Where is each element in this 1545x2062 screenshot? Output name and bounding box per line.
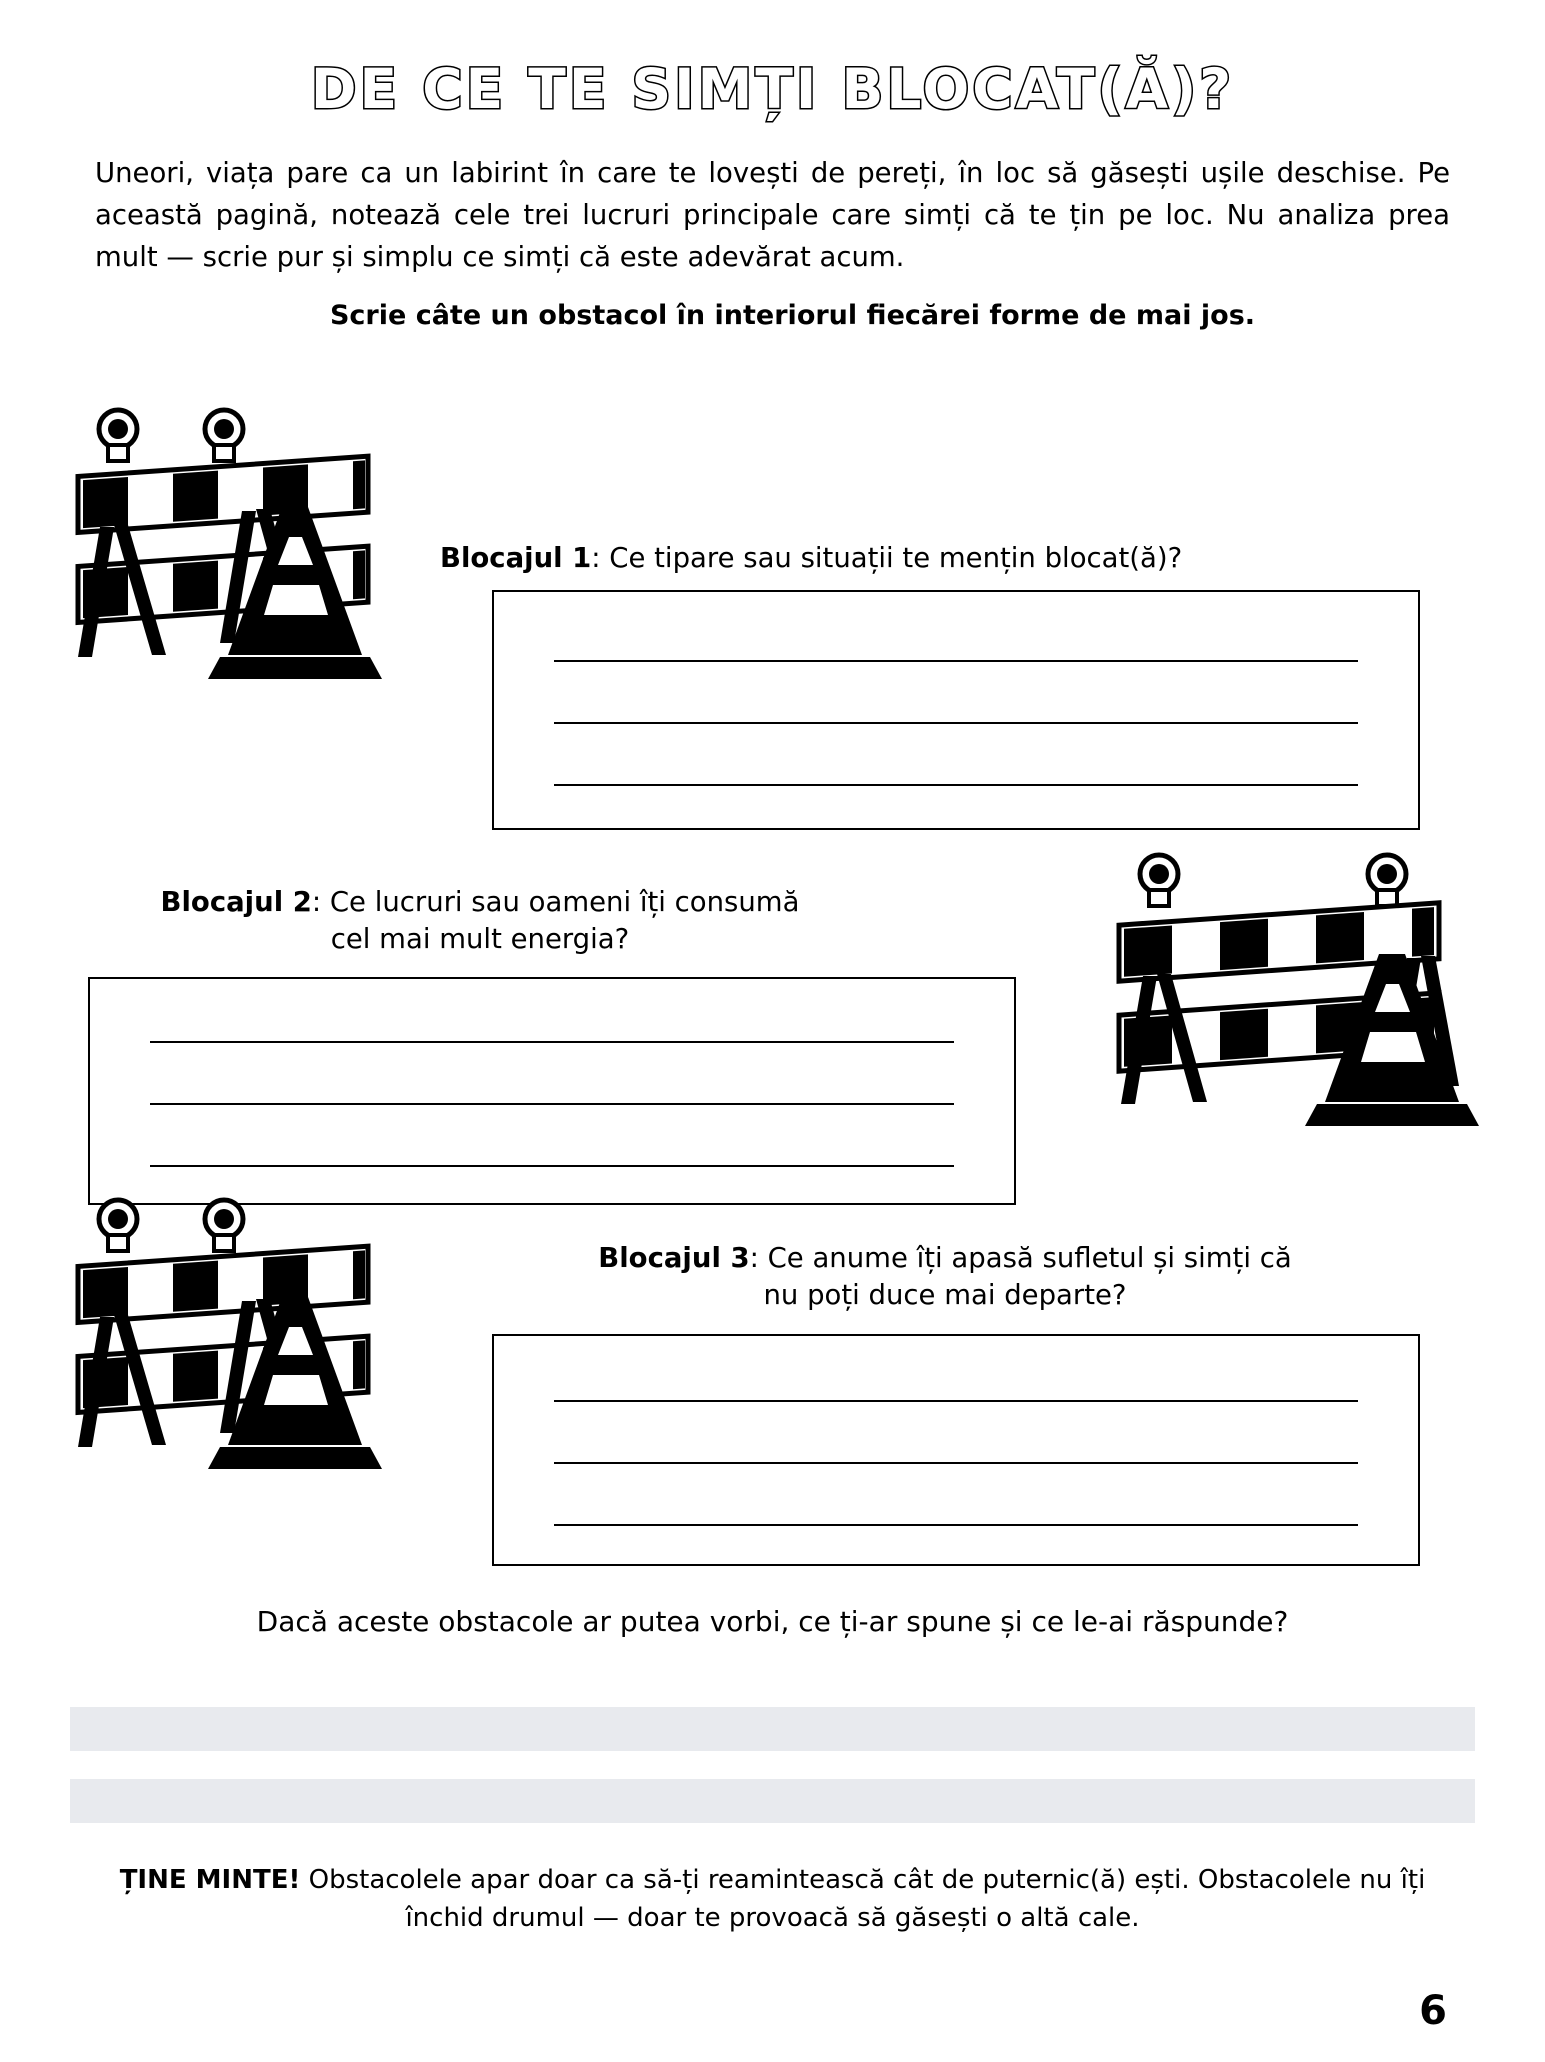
block-1-prompt (440, 540, 1450, 577)
block-3-prompt (440, 1240, 1450, 1314)
remember-note (90, 1862, 1455, 1937)
block-2-answer-box[interactable] (88, 977, 1016, 1205)
writing-line (554, 1400, 1358, 1402)
writing-line (150, 1165, 954, 1167)
reflection-answer-line-2[interactable] (70, 1779, 1475, 1823)
block-3-label: Blocajul 3 (598, 1242, 750, 1274)
writing-line (554, 1524, 1358, 1526)
block-1-question: : Ce tipare sau situații te mențin blocat(ă)? (591, 542, 1183, 574)
page-number: 6 (1419, 1988, 1447, 2034)
block-1-answer-box[interactable] (492, 590, 1420, 830)
barricade-illustration-1 (70, 407, 400, 707)
road-barricade-icon (1107, 852, 1497, 1152)
road-barricade-icon (70, 407, 400, 707)
block-3-answer-box[interactable] (492, 1334, 1420, 1566)
block-2-question: : Ce lucruri sau oameni îți consumă (311, 886, 800, 918)
barricade-illustration-3 (70, 1197, 400, 1497)
intro-paragraph: Uneori, viața pare ca un labirint în care te lovești de pereți, în loc să găsești ușile deschise. Pe această pagină, notează cele trei lucruri principale care simți că te țin pe loc. Nu analiza prea mult — scrie pur și simplu ce simți că este adevărat acum. (95, 157, 1450, 273)
reflection-answer-line-1[interactable] (70, 1707, 1475, 1751)
block-3-question-line2: nu poți duce mai departe? (763, 1279, 1127, 1312)
writing-line (554, 722, 1358, 724)
block-2-label: Blocajul 2 (160, 886, 312, 918)
writing-line (150, 1103, 954, 1105)
block-2-prompt (100, 884, 860, 958)
sub-instruction: Scrie câte un obstacol în interiorul fiecărei forme de mai jos. (329, 300, 1256, 332)
worksheet-page (0, 57, 1545, 2062)
remember-text: Obstacolele apar doar ca să-ți reamintească cât de puternic(ă) ești. Obstacolele nu îți închid drumul — doar te provoacă să găsești o altă cale. (300, 1865, 1426, 1933)
page-title: DE CE TE SIMȚI BLOCAT(Ă)? (310, 57, 1235, 121)
block-2-question-line2: cel mai mult energia? (330, 923, 630, 956)
barricade-illustration-2 (1107, 852, 1497, 1152)
writing-line (554, 660, 1358, 662)
writing-line (554, 1462, 1358, 1464)
block-3-question: : Ce anume îți apasă sufletul și simți că (749, 1242, 1292, 1274)
road-barricade-icon (70, 1197, 400, 1497)
reflection-question: Dacă aceste obstacole ar putea vorbi, ce ți-ar spune și ce le-ai răspunde? (256, 1605, 1289, 1638)
writing-line (554, 784, 1358, 786)
remember-label: ȚINE MINTE! (119, 1865, 301, 1895)
block-1-label: Blocajul 1 (440, 542, 592, 574)
writing-line (150, 1041, 954, 1043)
